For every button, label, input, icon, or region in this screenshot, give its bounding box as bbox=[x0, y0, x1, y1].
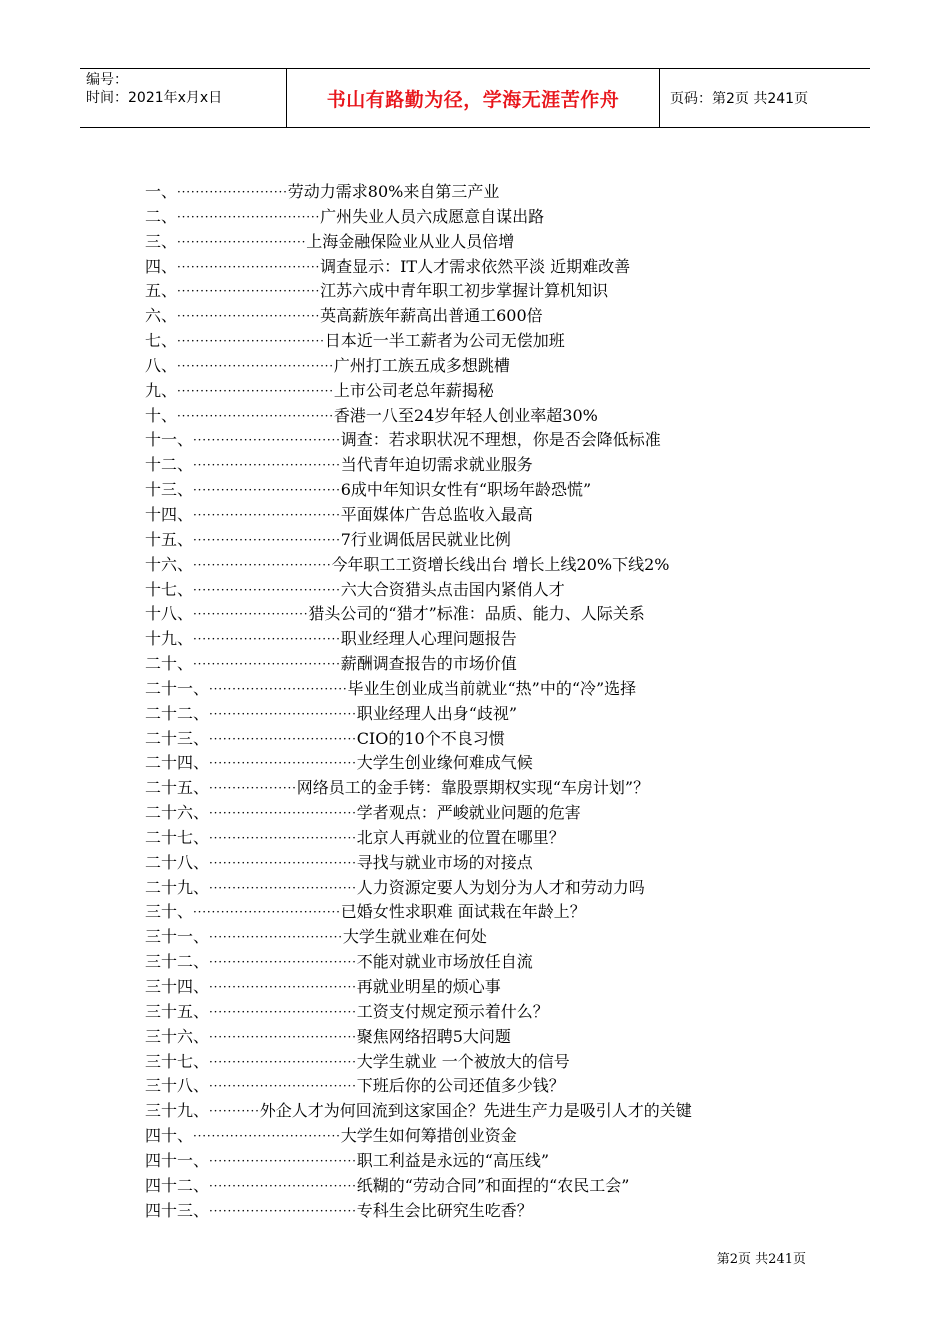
toc-entry-leader-dots: ································ bbox=[209, 855, 357, 870]
toc-entry-leader-dots: ································ bbox=[209, 1203, 357, 1218]
toc-entry-title: 职业经理人出身“歧视” bbox=[356, 703, 518, 723]
toc-entry-title: 再就业明星的烦心事 bbox=[356, 977, 501, 996]
toc-entry-leader-dots: ································ bbox=[209, 1079, 357, 1094]
toc-entry-leader-dots: ································ bbox=[209, 756, 357, 771]
toc-entry-title: 平面媒体广告总监收入最高 bbox=[340, 504, 533, 524]
toc-entry-leader-dots: ·································· bbox=[177, 383, 334, 398]
toc-entry-leader-dots: ························ bbox=[177, 185, 288, 199]
toc-entry[interactable] bbox=[145, 776, 825, 801]
toc-entry-number: 十七、 bbox=[145, 579, 194, 599]
toc-entry[interactable] bbox=[145, 379, 825, 404]
toc-entry-leader-dots: ····························· bbox=[209, 930, 343, 945]
toc-entry[interactable] bbox=[145, 279, 825, 304]
toc-entry-number: 十四、 bbox=[145, 504, 194, 524]
toc-entry-leader-dots: ································ bbox=[209, 1153, 357, 1168]
toc-entry-leader-dots: ································ bbox=[177, 334, 325, 349]
toc-entry-leader-dots: ······························· bbox=[177, 209, 321, 224]
toc-entry[interactable] bbox=[145, 925, 825, 950]
toc-entry[interactable] bbox=[145, 453, 825, 478]
toc-entry-title: 广州失业人员六成愿意自谋出路 bbox=[320, 206, 545, 226]
toc-entry-title: 猎头公司的“猎才”标准：品质、能力、人际关系 bbox=[308, 604, 645, 624]
toc-entry-title: 聚焦网络招聘5大问题 bbox=[356, 1026, 511, 1046]
toc-entry[interactable] bbox=[145, 1099, 825, 1124]
toc-entry-number: 十三、 bbox=[145, 480, 194, 500]
toc-entry-number: 八、 bbox=[145, 355, 178, 375]
toc-entry-title: 薪酬调查报告的市场价值 bbox=[340, 654, 517, 674]
toc-entry-number: 三十一、 bbox=[145, 927, 210, 947]
toc-entry-title: 上市公司老总年薪揭秘 bbox=[333, 380, 494, 400]
toc-entry-title: 纸糊的“劳动合同”和面捏的“农民工会” bbox=[356, 1175, 630, 1195]
toc-entry[interactable] bbox=[145, 950, 825, 975]
toc-entry-number: 十、 bbox=[145, 405, 178, 425]
table-of-contents bbox=[145, 180, 825, 1223]
time-label: 时间：2021年x月x日 bbox=[86, 90, 223, 106]
toc-entry-number: 三十五、 bbox=[145, 1001, 210, 1021]
toc-entry-number: 二十二、 bbox=[145, 703, 210, 723]
toc-entry-leader-dots: ································ bbox=[193, 1129, 341, 1144]
toc-entry-leader-dots: ································ bbox=[193, 905, 341, 920]
toc-entry-title: 北京人再就业的位置在哪里？ bbox=[356, 827, 565, 847]
toc-entry[interactable] bbox=[145, 428, 825, 453]
toc-entry-number: 三十九、 bbox=[145, 1101, 210, 1121]
toc-entry-number: 三十四、 bbox=[145, 977, 210, 996]
toc-entry[interactable] bbox=[145, 578, 825, 603]
toc-entry-title: 工资支付规定预示着什么？ bbox=[356, 1001, 549, 1021]
toc-entry-number: 二十、 bbox=[145, 654, 194, 674]
toc-entry-title: 大学生就业难在何处 bbox=[342, 927, 487, 947]
toc-entry-leader-dots: ································ bbox=[209, 806, 357, 821]
toc-entry[interactable] bbox=[145, 876, 825, 901]
toc-entry-title: 专科生会比研究生吃香？ bbox=[356, 1200, 533, 1220]
toc-entry-leader-dots: ································ bbox=[209, 1178, 357, 1193]
number-label: 编号： bbox=[86, 72, 128, 88]
toc-entry-title: CIO的10个不良习惯 bbox=[356, 728, 505, 748]
toc-entry[interactable] bbox=[145, 1050, 825, 1075]
toc-entry-title: 当代青年迫切需求就业服务 bbox=[340, 455, 533, 475]
toc-entry-title: 外企人才为何回流到这家国企？先进生产力是吸引人才的关键 bbox=[259, 1101, 692, 1121]
toc-entry-leader-dots: ································ bbox=[209, 1054, 357, 1069]
toc-entry-leader-dots: ······························ bbox=[209, 681, 348, 696]
toc-entry[interactable] bbox=[145, 975, 825, 1000]
toc-entry-number: 十一、 bbox=[145, 430, 194, 450]
toc-entry[interactable] bbox=[145, 1174, 825, 1199]
toc-entry-number: 四十、 bbox=[145, 1126, 194, 1146]
toc-entry-title: 劳动力需求80%来自第三产业 bbox=[287, 182, 500, 201]
toc-entry-leader-dots: ···························· bbox=[177, 234, 307, 249]
toc-entry-leader-dots: ································ bbox=[193, 657, 341, 672]
toc-entry[interactable] bbox=[145, 851, 825, 876]
toc-entry-title: 7行业调低居民就业比例 bbox=[340, 529, 511, 549]
toc-entry-title: 下班后你的公司还值多少钱？ bbox=[356, 1076, 565, 1096]
toc-entry-number: 二十九、 bbox=[145, 877, 210, 897]
toc-entry[interactable] bbox=[145, 677, 825, 702]
toc-entry-title: 6成中年知识女性有“职场年龄恐慌” bbox=[340, 480, 592, 500]
toc-entry[interactable] bbox=[145, 801, 825, 826]
toc-entry-leader-dots: ································ bbox=[209, 706, 357, 721]
toc-entry-leader-dots: ································ bbox=[193, 507, 341, 522]
header-page-label: 页码：第2页 共241页 bbox=[660, 69, 871, 128]
toc-entry[interactable] bbox=[145, 553, 825, 578]
toc-entry-leader-dots: ································ bbox=[193, 532, 341, 547]
toc-entry[interactable] bbox=[145, 255, 825, 280]
toc-entry-title: 调查显示：IT人才需求依然平淡 近期难改善 bbox=[320, 256, 631, 276]
toc-entry-title: 网络员工的金手铐：靠股票期权实现“车房计划”？ bbox=[296, 778, 650, 798]
toc-entry-title: 职业经理人心理问题报告 bbox=[340, 629, 517, 649]
toc-entry-leader-dots: ································ bbox=[193, 582, 341, 597]
toc-entry-number: 二十六、 bbox=[145, 803, 210, 823]
toc-entry-leader-dots: ··········· bbox=[209, 1104, 260, 1119]
toc-entry-title: 今年职工工资增长线出台 增长上线20%下线2% bbox=[331, 554, 670, 574]
toc-entry-number: 一、 bbox=[145, 182, 178, 201]
toc-entry-number: 二十四、 bbox=[145, 753, 210, 773]
toc-entry-leader-dots: ······························· bbox=[177, 284, 321, 299]
toc-entry-number: 十五、 bbox=[145, 529, 194, 549]
toc-entry-leader-dots: ································ bbox=[193, 632, 341, 647]
toc-entry-leader-dots: ································ bbox=[193, 433, 341, 448]
toc-entry[interactable] bbox=[145, 230, 825, 255]
toc-entry-leader-dots: ························· bbox=[193, 607, 309, 622]
toc-entry-number: 二十五、 bbox=[145, 778, 210, 798]
toc-entry-leader-dots: ································ bbox=[209, 880, 357, 895]
toc-entry[interactable] bbox=[145, 1149, 825, 1174]
toc-entry-title: 不能对就业市场放任自流 bbox=[356, 952, 533, 972]
toc-entry-leader-dots: ······························ bbox=[193, 557, 332, 572]
toc-entry-number: 六、 bbox=[145, 306, 178, 326]
toc-entry-number: 三十八、 bbox=[145, 1076, 210, 1096]
header-motto: 书山有路勤为径，学海无涯苦作舟 bbox=[287, 69, 660, 128]
toc-entry-number: 九、 bbox=[145, 380, 178, 400]
toc-entry-leader-dots: ································ bbox=[209, 980, 357, 994]
page-footer: 第2页 共241页 bbox=[716, 1252, 806, 1267]
toc-entry-number: 三十七、 bbox=[145, 1051, 210, 1071]
toc-entry[interactable] bbox=[145, 627, 825, 652]
toc-entry-number: 四十三、 bbox=[145, 1200, 210, 1220]
toc-entry-leader-dots: ································ bbox=[209, 1029, 357, 1044]
toc-entry[interactable] bbox=[145, 702, 825, 727]
toc-entry-title: 英高薪族年薪高出普通工600倍 bbox=[320, 306, 543, 326]
toc-entry[interactable] bbox=[145, 329, 825, 354]
toc-entry-number: 三十二、 bbox=[145, 952, 210, 972]
toc-entry[interactable] bbox=[145, 528, 825, 553]
toc-entry-leader-dots: ······························· bbox=[177, 259, 321, 274]
toc-entry-leader-dots: ······························· bbox=[177, 309, 321, 324]
toc-entry-title: 江苏六成中青年职工初步掌握计算机知识 bbox=[320, 281, 609, 301]
header-meta bbox=[80, 69, 287, 128]
toc-entry[interactable] bbox=[145, 354, 825, 379]
toc-entry-number: 二十七、 bbox=[145, 827, 210, 847]
toc-entry-title: 大学生如何筹措创业资金 bbox=[340, 1126, 517, 1146]
toc-entry[interactable] bbox=[145, 205, 825, 230]
toc-entry[interactable] bbox=[145, 503, 825, 528]
toc-entry-leader-dots: ·································· bbox=[177, 408, 334, 423]
toc-entry-title: 六大合资猎头点击国内紧俏人才 bbox=[340, 579, 565, 599]
toc-entry[interactable] bbox=[145, 826, 825, 851]
toc-entry-number: 二十一、 bbox=[145, 678, 210, 698]
toc-entry-title: 大学生创业缘何难成气候 bbox=[356, 753, 533, 773]
toc-entry-title: 香港一八至24岁年轻人创业率超30% bbox=[333, 405, 598, 425]
toc-entry[interactable] bbox=[145, 727, 825, 752]
toc-entry-leader-dots: ································ bbox=[209, 731, 357, 746]
toc-entry-number: 五、 bbox=[145, 281, 178, 301]
toc-entry-title: 已婚女性求职难 面试栽在年龄上？ bbox=[340, 902, 586, 922]
toc-entry-number: 七、 bbox=[145, 331, 178, 351]
toc-entry-number: 二十八、 bbox=[145, 852, 210, 872]
toc-entry[interactable] bbox=[145, 1199, 825, 1224]
toc-entry-number: 二十三、 bbox=[145, 728, 210, 748]
toc-entry-leader-dots: ··················· bbox=[209, 781, 297, 796]
toc-entry[interactable] bbox=[145, 404, 825, 429]
toc-entry[interactable] bbox=[145, 652, 825, 677]
toc-entry-title: 毕业生创业成当前就业“热”中的“冷”选择 bbox=[347, 678, 637, 698]
toc-entry-title: 寻找与就业市场的对接点 bbox=[356, 852, 533, 872]
toc-entry[interactable] bbox=[145, 1025, 825, 1050]
toc-entry[interactable] bbox=[145, 602, 825, 627]
toc-entry-leader-dots: ································ bbox=[209, 1004, 357, 1019]
toc-entry-title: 日本近一半工薪者为公司无偿加班 bbox=[324, 331, 565, 351]
toc-entry-number: 十九、 bbox=[145, 629, 194, 649]
toc-entry[interactable] bbox=[145, 751, 825, 776]
toc-entry[interactable] bbox=[145, 180, 825, 205]
toc-entry-number: 四、 bbox=[145, 256, 178, 276]
toc-entry-number: 四十二、 bbox=[145, 1175, 210, 1195]
toc-entry-leader-dots: ································ bbox=[209, 955, 357, 970]
toc-entry-number: 十六、 bbox=[145, 554, 194, 574]
toc-entry-number: 二、 bbox=[145, 206, 178, 226]
toc-entry[interactable] bbox=[145, 1124, 825, 1149]
toc-entry-title: 大学生就业 一个被放大的信号 bbox=[356, 1051, 570, 1071]
toc-entry-title: 广州打工族五成多想跳槽 bbox=[333, 355, 510, 375]
toc-entry-title: 人力资源定要人为划分为人才和劳动力吗 bbox=[356, 877, 645, 897]
toc-entry-title: 职工利益是永远的“高压线” bbox=[356, 1150, 550, 1170]
document-header bbox=[80, 68, 870, 128]
toc-entry-number: 十八、 bbox=[145, 604, 194, 624]
toc-entry[interactable] bbox=[145, 478, 825, 503]
toc-entry-leader-dots: ·································· bbox=[177, 358, 334, 373]
toc-entry-title: 上海金融保险业从业人员倍增 bbox=[306, 231, 515, 251]
toc-entry[interactable] bbox=[145, 304, 825, 329]
toc-entry-leader-dots: ································ bbox=[193, 483, 341, 498]
toc-entry-title: 学者观点：严峻就业问题的危害 bbox=[356, 803, 581, 823]
toc-entry-number: 十二、 bbox=[145, 455, 194, 475]
toc-entry-number: 三十、 bbox=[145, 902, 194, 922]
toc-entry[interactable] bbox=[145, 1000, 825, 1025]
toc-entry[interactable] bbox=[145, 1074, 825, 1099]
toc-entry-leader-dots: ································ bbox=[193, 458, 341, 473]
toc-entry-leader-dots: ································ bbox=[209, 830, 357, 845]
toc-entry[interactable] bbox=[145, 900, 825, 925]
toc-entry-number: 三十六、 bbox=[145, 1026, 210, 1046]
toc-entry-number: 四十一、 bbox=[145, 1150, 210, 1170]
toc-entry-title: 调查：若求职状况不理想，你是否会降低标准 bbox=[340, 430, 661, 450]
toc-entry-number: 三、 bbox=[145, 231, 178, 251]
